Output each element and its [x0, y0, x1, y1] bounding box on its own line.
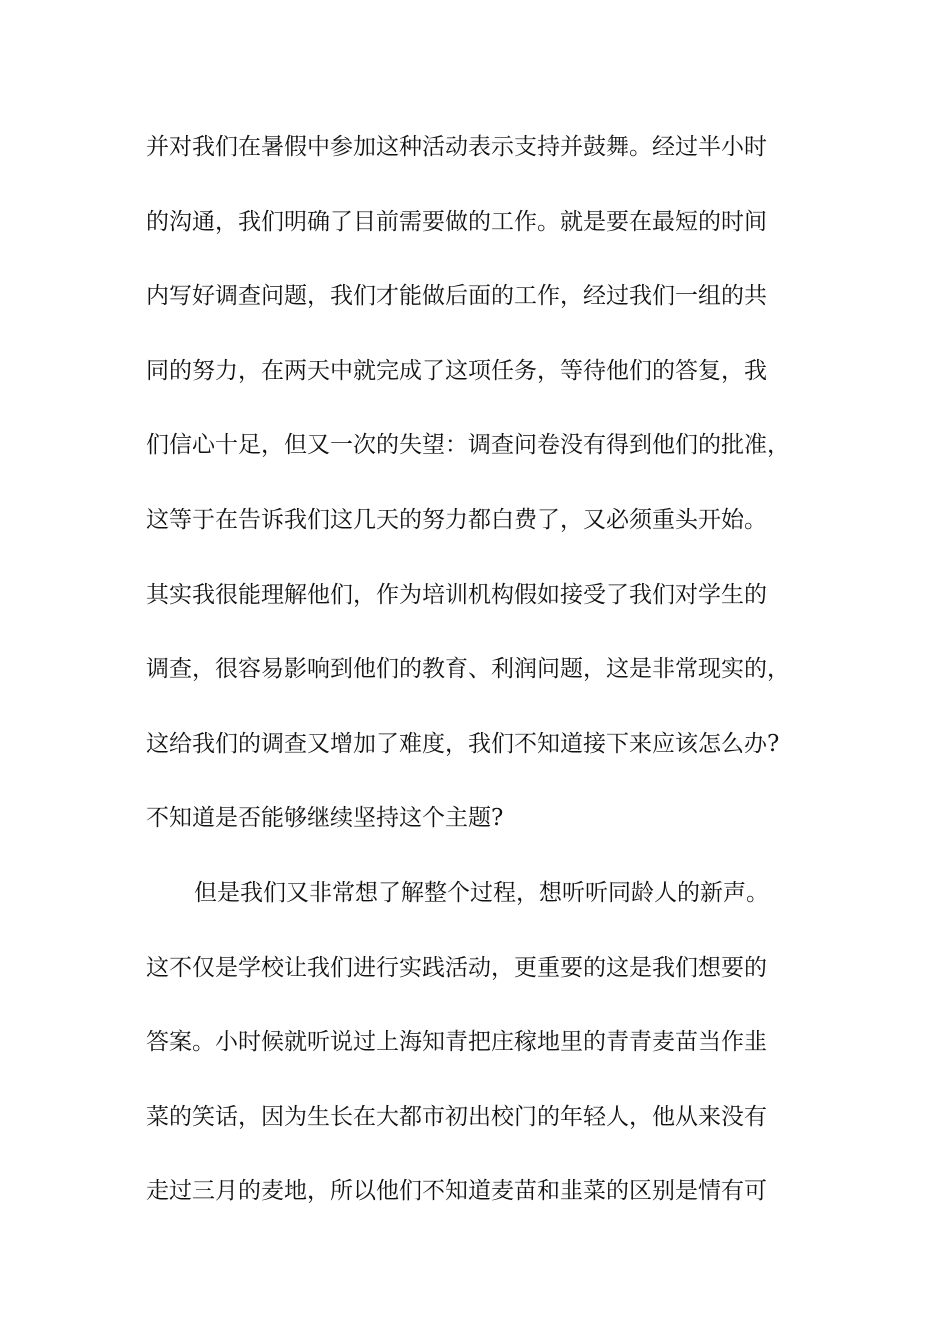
text-line: 不知道是否能够继续坚持这个主题? — [146, 805, 504, 832]
text-line: 答案。小时候就听说过上海知青把庄稼地里的青青麦苗当作韭 — [146, 1029, 767, 1056]
text-line: 同的努力，在两天中就完成了这项任务，等待他们的答复，我 — [146, 357, 767, 384]
text-line: 内写好调查问题，我们才能做后面的工作，经过我们一组的共 — [146, 283, 767, 310]
text-line: 并对我们在暑假中参加这种活动表示支持并鼓舞。经过半小时 — [146, 134, 767, 160]
text-line: 菜的笑话，因为生长在大都市初出校门的年轻人，他从来没有 — [146, 1103, 767, 1130]
text-line: 们信心十足，但又一次的失望：调查问卷没有得到他们的批准， — [146, 432, 790, 459]
text-line: 这等于在告诉我们这几天的努力都白费了，又必须重头开始。 — [146, 506, 767, 533]
text-line: 这给我们的调查又增加了难度，我们不知道接下来应该怎么办? — [146, 730, 780, 757]
body-text — [146, 124, 806, 1243]
text-line: 其实我很能理解他们，作为培训机构假如接受了我们对学生的 — [146, 581, 767, 608]
text-line: 这不仅是学校让我们进行实践活动，更重要的这是我们想要的 — [146, 954, 767, 981]
text-line: 的沟通，我们明确了目前需要做的工作。就是要在最短的时间 — [146, 208, 767, 235]
text-line: 调查，很容易影响到他们的教育、利润问题，这是非常现实的， — [146, 656, 790, 683]
text-line: 走过三月的麦地，所以他们不知道麦苗和韭菜的区别是情有可 — [146, 1178, 767, 1205]
paragraph-start-line: 但是我们又非常想了解整个过程，想听听同龄人的新声。 — [194, 879, 769, 906]
